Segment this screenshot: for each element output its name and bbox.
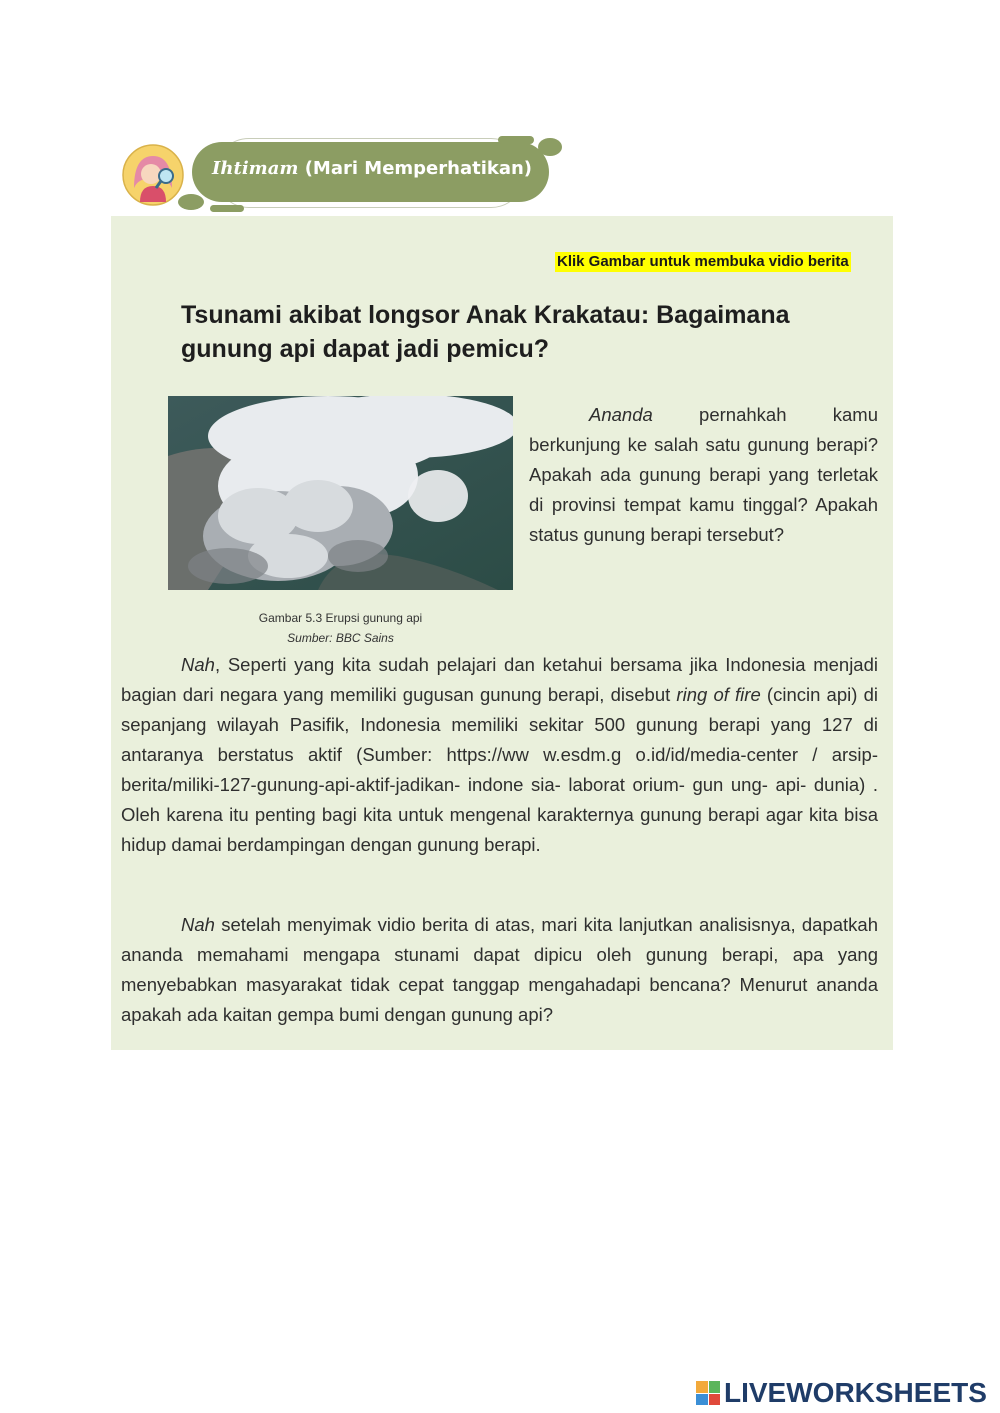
intro-lead: Ananda [589, 404, 653, 425]
figure-source: Sumber: BBC Sains [287, 631, 394, 645]
open-video-link[interactable]: Klik Gambar untuk membuka vidio berita [557, 253, 849, 270]
banner-decor-pill [498, 136, 534, 144]
brand-name: LIVEWORKSHEETS [724, 1377, 987, 1408]
intro-text: pernahkah kamu berkunjung ke salah satu gunung berapi? Apakah ada gunung berapi yang terletak di provinsi tempat kamu tinggal? Apakah status gunung berapi tersebut? [529, 404, 878, 545]
body-paragraph-2 [121, 910, 878, 1030]
figure-caption [168, 608, 513, 648]
body1-term: ring of fire [676, 684, 761, 705]
section-title [212, 158, 532, 179]
body1-text-b: (cincin api) di sepanjang wilayah Pasifik, Indonesia memiliki sekitar 500 gunung berapi yang 127 di antaranya berstatus aktif (Sumber: https://ww w.esdm.g o.id/id/media-center / arsip-berita/miliki-127-gunung-api-aktif-jadikan- indone sia- laborat orium- gun ung- api- dunia) . Oleh karena itu penting bagi kita untuk mengenal karakternya gunung berapi agar kita bisa hidup damai berdampingan dengan gunung berapi. [121, 684, 878, 855]
avatar-girl-magnifier-icon [122, 144, 184, 206]
intro-paragraph [529, 400, 878, 550]
body-paragraph-1 [121, 650, 878, 860]
liveworksheets-logo-icon [696, 1381, 720, 1405]
article-title: Tsunami akibat longsor Anak Krakatau: Bagaimana gunung api dapat jadi pemicu? [181, 301, 790, 363]
body2-lead: Nah [181, 914, 215, 935]
figure-caption-text: Gambar 5.3 Erupsi gunung api [258, 611, 423, 625]
brand-footer [696, 1378, 987, 1408]
section-title-italic: Ihtimam [212, 158, 299, 179]
banner-decor-dot [538, 138, 562, 156]
body2-text: setelah menyimak vidio berita di atas, mari kita lanjutkan analisisnya, dapatkah ananda memahami mengapa stunami dapat dipicu oleh gunung berapi, apa yang menyebabkan masyarakat tidak cepat tanggap mengahadapi bencana? Menurut ananda apakah ada kaitan gempa bumi dengan gunung api? [121, 914, 878, 1025]
body1-lead: Nah [181, 654, 215, 675]
volcano-eruption-image[interactable] [168, 396, 513, 590]
body1-text-a: , Seperti yang kita sudah pelajari dan ketahui bersama jika Indonesia menjadi bagian dari negara yang memiliki gugusan gunung berapi, disebut [121, 654, 878, 705]
banner-decor-pill [210, 205, 244, 212]
section-title-rest: (Mari Memperhatikan) [298, 158, 533, 179]
